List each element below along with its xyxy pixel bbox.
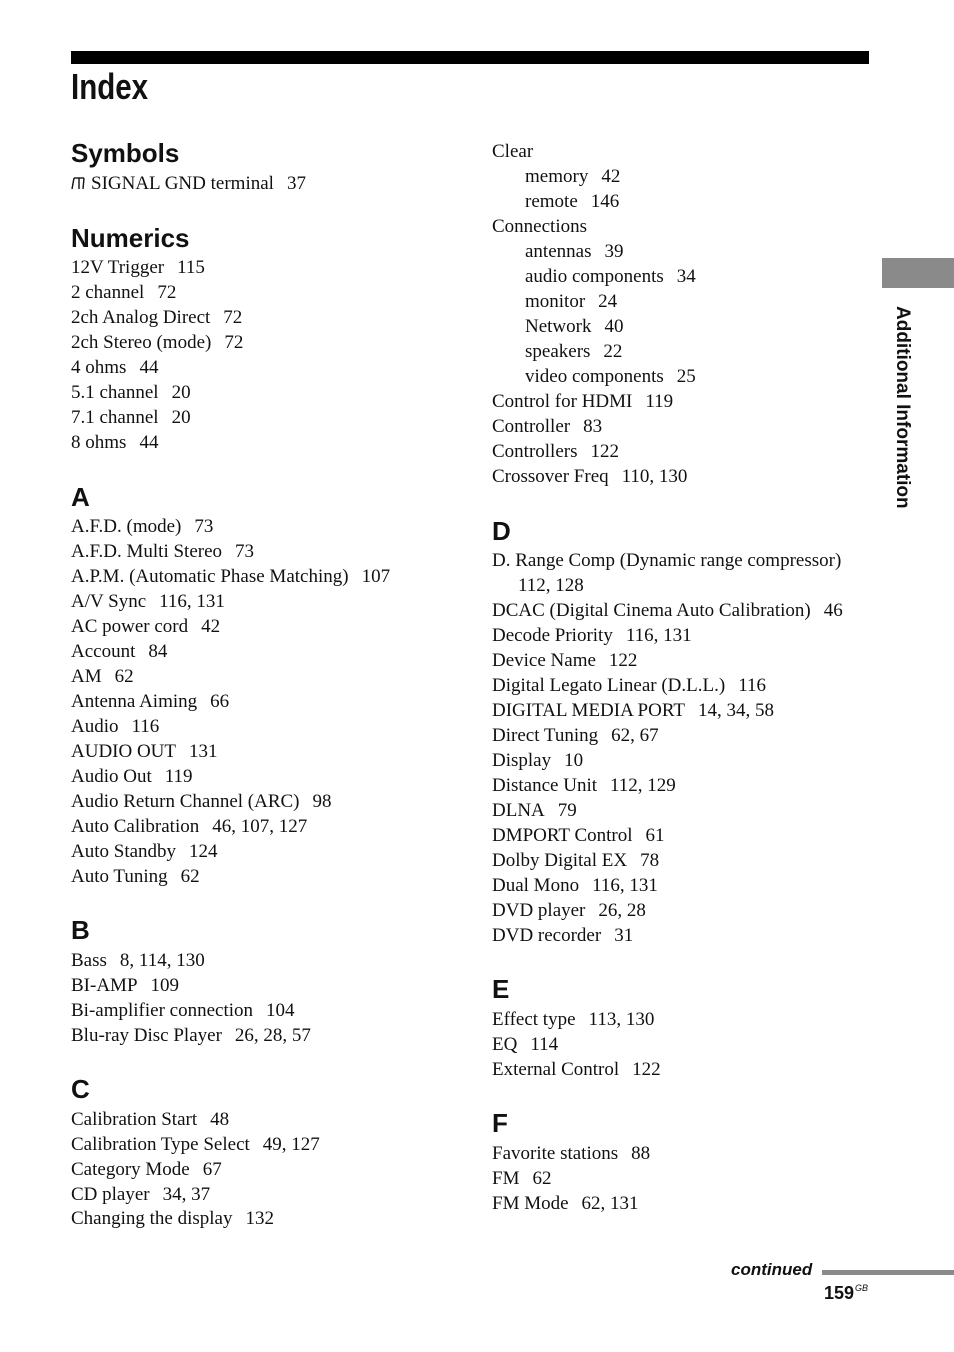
index-term: DLNA bbox=[492, 800, 545, 821]
page-references: 46 bbox=[823, 600, 843, 621]
signal-ground-icon bbox=[71, 172, 87, 186]
section-heading: E bbox=[492, 974, 510, 1004]
index-entry bbox=[71, 430, 158, 455]
index-entry bbox=[492, 773, 676, 798]
index-entry bbox=[492, 873, 658, 898]
section-heading: Numerics bbox=[71, 223, 190, 253]
section-heading: F bbox=[492, 1108, 508, 1138]
page-references: 119 bbox=[645, 391, 674, 412]
index-entry bbox=[492, 798, 577, 823]
index-term: DCAC (Digital Cinema Auto Calibration) bbox=[492, 600, 811, 621]
index-term: Dual Mono bbox=[492, 875, 580, 896]
index-entry bbox=[71, 639, 167, 664]
index-entry bbox=[492, 414, 602, 439]
index-term: A.F.D. Multi Stereo bbox=[71, 541, 223, 562]
page-references: 44 bbox=[139, 432, 159, 453]
index-term: DIGITAL MEDIA PORT bbox=[492, 700, 685, 721]
index-term: BI-AMP bbox=[71, 975, 138, 996]
index-entry bbox=[71, 1132, 320, 1157]
page-references: 132 bbox=[245, 1208, 274, 1229]
index-entry bbox=[492, 673, 766, 698]
page-references: 42 bbox=[201, 616, 221, 637]
index-term: FM bbox=[492, 1168, 520, 1189]
index-term: CD player bbox=[71, 1184, 150, 1205]
index-term: A.F.D. (mode) bbox=[71, 516, 182, 537]
index-entry bbox=[492, 598, 843, 623]
page-references: 114 bbox=[530, 1034, 559, 1055]
index-term: 12V Trigger bbox=[71, 257, 165, 278]
index-term: FM Mode bbox=[492, 1193, 569, 1214]
index-term: A.P.M. (Automatic Phase Matching) bbox=[71, 566, 349, 587]
page-references: 107 bbox=[361, 566, 391, 587]
index-entry bbox=[492, 848, 659, 873]
index-term: antennas bbox=[525, 241, 592, 262]
page-references: 113, 130 bbox=[588, 1009, 655, 1030]
page-references: 22 bbox=[603, 341, 623, 362]
continued-rule bbox=[822, 1270, 954, 1275]
index-entry bbox=[71, 998, 295, 1023]
index-term: DVD recorder bbox=[492, 925, 602, 946]
section-heading: Symbols bbox=[71, 138, 180, 168]
index-entry bbox=[71, 405, 191, 430]
index-term: Auto Tuning bbox=[71, 866, 168, 887]
index-subentry bbox=[525, 364, 696, 389]
page-references: 46, 107, 127 bbox=[212, 816, 308, 837]
index-entry bbox=[492, 139, 533, 164]
index-subentry bbox=[525, 189, 619, 214]
index-entry bbox=[71, 739, 218, 764]
page-references: 61 bbox=[645, 825, 665, 846]
section-heading: A bbox=[71, 482, 90, 512]
index-entry bbox=[71, 355, 158, 380]
index-term: External Control bbox=[492, 1059, 620, 1080]
index-entry bbox=[71, 1182, 210, 1207]
page-references: 72 bbox=[157, 282, 177, 303]
index-term: remote bbox=[525, 191, 578, 212]
index-subentry bbox=[525, 339, 622, 364]
index-entry bbox=[71, 948, 205, 973]
page-references: 115 bbox=[177, 257, 205, 278]
index-entry bbox=[492, 648, 637, 673]
index-entry bbox=[71, 1107, 229, 1132]
index-entry bbox=[492, 823, 665, 848]
index-entry bbox=[71, 814, 307, 839]
index-term: Blu-ray Disc Player bbox=[71, 1025, 222, 1046]
page-references: 40 bbox=[604, 316, 624, 337]
page-references: 44 bbox=[139, 357, 159, 378]
index-term: 5.1 channel bbox=[71, 382, 159, 403]
index-term: Audio Out bbox=[71, 766, 152, 787]
index-term: AM bbox=[71, 666, 102, 687]
index-term: Dolby Digital EX bbox=[492, 850, 628, 871]
continued-label: continued bbox=[731, 1260, 813, 1279]
index-term: audio components bbox=[525, 266, 664, 287]
index-term: Antenna Aiming bbox=[71, 691, 198, 712]
index-entry bbox=[71, 764, 193, 789]
page-references: 122 bbox=[632, 1059, 661, 1080]
index-entry bbox=[71, 614, 220, 639]
index-entry bbox=[71, 514, 213, 539]
index-term: Controller bbox=[492, 416, 571, 437]
page-references: 10 bbox=[564, 750, 584, 771]
page-references: 122 bbox=[590, 441, 619, 462]
index-entry bbox=[71, 1023, 311, 1048]
index-term: DVD player bbox=[492, 900, 586, 921]
index-term: Device Name bbox=[492, 650, 596, 671]
index-entry bbox=[492, 698, 774, 723]
index-term: memory bbox=[525, 166, 589, 187]
page-references: 62 bbox=[532, 1168, 552, 1189]
page-references: 66 bbox=[210, 691, 230, 712]
index-subentry bbox=[525, 164, 620, 189]
page-references: 79 bbox=[557, 800, 577, 821]
section-tab-label: Additional Information bbox=[892, 306, 913, 509]
index-term: Account bbox=[71, 641, 136, 662]
index-term: Audio Return Channel (ARC) bbox=[71, 791, 300, 812]
index-term: 7.1 channel bbox=[71, 407, 159, 428]
page-references: 116, 131 bbox=[592, 875, 658, 896]
index-term: AUDIO OUT bbox=[71, 741, 177, 762]
page-references: 119 bbox=[164, 766, 193, 787]
page-references: 110, 130 bbox=[621, 466, 688, 487]
index-term: 4 ohms bbox=[71, 357, 127, 378]
index-term: Network bbox=[525, 316, 592, 337]
index-term: monitor bbox=[525, 291, 586, 312]
page-references: 26, 28, 57 bbox=[234, 1025, 311, 1046]
page-references: 73 bbox=[235, 541, 255, 562]
page-references: 67 bbox=[202, 1159, 222, 1180]
page-references: 25 bbox=[676, 366, 696, 387]
index-entry bbox=[71, 280, 176, 305]
index-entry bbox=[71, 789, 332, 814]
index-term: Distance Unit bbox=[492, 775, 598, 796]
index-entry bbox=[71, 689, 229, 714]
page-references: 34 bbox=[676, 266, 696, 287]
page-references: 26, 28 bbox=[598, 900, 646, 921]
index-term: video components bbox=[525, 366, 664, 387]
index-entry bbox=[492, 1166, 551, 1191]
index-entry bbox=[71, 864, 200, 889]
index-entry bbox=[71, 330, 243, 355]
page-references: 14, 34, 58 bbox=[697, 700, 774, 721]
section-heading: D bbox=[492, 516, 511, 546]
index-entry bbox=[492, 1057, 661, 1082]
index-entry bbox=[492, 439, 619, 464]
index-entry bbox=[492, 623, 692, 648]
index-term: Decode Priority bbox=[492, 625, 613, 646]
index-term: Favorite stations bbox=[492, 1143, 619, 1164]
section-heading: C bbox=[71, 1074, 90, 1104]
page-references: 34, 37 bbox=[162, 1184, 211, 1205]
page-references: 78 bbox=[640, 850, 660, 871]
index-term: Auto Calibration bbox=[71, 816, 200, 837]
page-number-suffix: GB bbox=[855, 1283, 869, 1293]
index-subentry bbox=[525, 264, 696, 289]
page-references: 24 bbox=[598, 291, 618, 312]
page-references: 31 bbox=[614, 925, 634, 946]
index-term: Calibration Start bbox=[71, 1109, 198, 1130]
index-term: Clear bbox=[492, 141, 534, 162]
index-term: 2 channel bbox=[71, 282, 145, 303]
index-entry bbox=[492, 389, 673, 414]
title-rule bbox=[71, 51, 869, 64]
index-entry bbox=[71, 664, 134, 689]
index-term: Auto Standby bbox=[71, 841, 177, 862]
index-entry bbox=[492, 1191, 639, 1216]
index-entry bbox=[71, 1206, 274, 1231]
index-term: Effect type bbox=[492, 1009, 576, 1030]
index-term: 2ch Stereo (mode) bbox=[71, 332, 212, 353]
index-entry bbox=[71, 714, 159, 739]
index-term: Display bbox=[492, 750, 552, 771]
index-entry bbox=[492, 1032, 558, 1057]
page-references: 62 bbox=[114, 666, 134, 687]
index-term: Category Mode bbox=[71, 1159, 190, 1180]
page-references: 116 bbox=[738, 675, 766, 696]
index-term: EQ bbox=[492, 1034, 518, 1055]
page-references: 83 bbox=[583, 416, 603, 437]
index-entry bbox=[71, 171, 306, 196]
index-entry bbox=[71, 839, 218, 864]
index-entry bbox=[492, 548, 841, 573]
page-title: Index bbox=[71, 66, 149, 107]
index-entry bbox=[71, 305, 242, 330]
index-term: Changing the display bbox=[71, 1208, 233, 1229]
index-term: Crossover Freq bbox=[492, 466, 609, 487]
index-entry bbox=[492, 1141, 650, 1166]
page-references: 8, 114, 130 bbox=[119, 950, 205, 971]
page-references: 112, 129 bbox=[610, 775, 676, 796]
index-entry bbox=[492, 214, 587, 239]
index-entry bbox=[71, 973, 179, 998]
page-references: 49, 127 bbox=[262, 1134, 320, 1155]
index-term: SIGNAL GND terminal bbox=[91, 173, 274, 194]
index-entry bbox=[492, 723, 659, 748]
index-entry bbox=[492, 748, 583, 773]
index-entry bbox=[71, 539, 254, 564]
index-subentry bbox=[525, 314, 623, 339]
page-references: 37 bbox=[286, 173, 306, 194]
index-entry bbox=[492, 464, 687, 489]
index-entry bbox=[71, 255, 205, 280]
page-references: 88 bbox=[631, 1143, 651, 1164]
page-references: 72 bbox=[224, 332, 244, 353]
index-term: speakers bbox=[525, 341, 591, 362]
index-term: Audio bbox=[71, 716, 119, 737]
page-references: 48 bbox=[210, 1109, 230, 1130]
index-entry bbox=[492, 923, 633, 948]
page-references: 20 bbox=[171, 382, 191, 403]
index-term: 112, 128 bbox=[518, 575, 584, 596]
index-entry bbox=[71, 589, 225, 614]
index-subentry bbox=[525, 289, 617, 314]
index-term: Direct Tuning bbox=[492, 725, 599, 746]
index-entry-continuation bbox=[518, 573, 584, 598]
index-entry bbox=[492, 898, 646, 923]
section-heading: B bbox=[71, 915, 90, 945]
section-tab-marker bbox=[882, 258, 954, 288]
index-term: Digital Legato Linear (D.L.L.) bbox=[492, 675, 726, 696]
index-entry bbox=[71, 380, 191, 405]
index-term: Connections bbox=[492, 216, 587, 237]
index-term: A/V Sync bbox=[71, 591, 147, 612]
page-references: 84 bbox=[148, 641, 168, 662]
index-term: 2ch Analog Direct bbox=[71, 307, 211, 328]
page-references: 116, 131 bbox=[159, 591, 225, 612]
index-term: Control for HDMI bbox=[492, 391, 633, 412]
page-references: 62, 67 bbox=[611, 725, 659, 746]
index-term: Controllers bbox=[492, 441, 578, 462]
page-references: 116, 131 bbox=[625, 625, 692, 646]
page-references: 42 bbox=[601, 166, 621, 187]
page-references: 124 bbox=[189, 841, 218, 862]
index-term: Bass bbox=[71, 950, 107, 971]
page-references: 20 bbox=[171, 407, 191, 428]
index-subentry bbox=[525, 239, 623, 264]
page-references: 116 bbox=[131, 716, 160, 737]
index-term: 8 ohms bbox=[71, 432, 127, 453]
index-term: Bi-amplifier connection bbox=[71, 1000, 254, 1021]
index-entry bbox=[71, 564, 390, 589]
page-references: 146 bbox=[590, 191, 620, 212]
index-entry bbox=[492, 1007, 654, 1032]
page-references: 98 bbox=[312, 791, 332, 812]
index-term: Calibration Type Select bbox=[71, 1134, 250, 1155]
page-references: 104 bbox=[266, 1000, 295, 1021]
index-term: D. Range Comp (Dynamic range compressor) bbox=[492, 550, 842, 571]
page-references: 62, 131 bbox=[581, 1193, 639, 1214]
index-term: DMPORT Control bbox=[492, 825, 633, 846]
page-references: 122 bbox=[608, 650, 638, 671]
index-entry bbox=[71, 1157, 222, 1182]
page-number-value: 159 bbox=[824, 1283, 855, 1303]
page-references: 131 bbox=[189, 741, 218, 762]
page-references: 62 bbox=[180, 866, 200, 887]
page-references: 109 bbox=[150, 975, 180, 996]
page-references: 39 bbox=[604, 241, 624, 262]
index-term: AC power cord bbox=[71, 616, 189, 637]
page-references: 73 bbox=[194, 516, 214, 537]
page-number bbox=[824, 1283, 868, 1304]
page-references: 72 bbox=[223, 307, 243, 328]
